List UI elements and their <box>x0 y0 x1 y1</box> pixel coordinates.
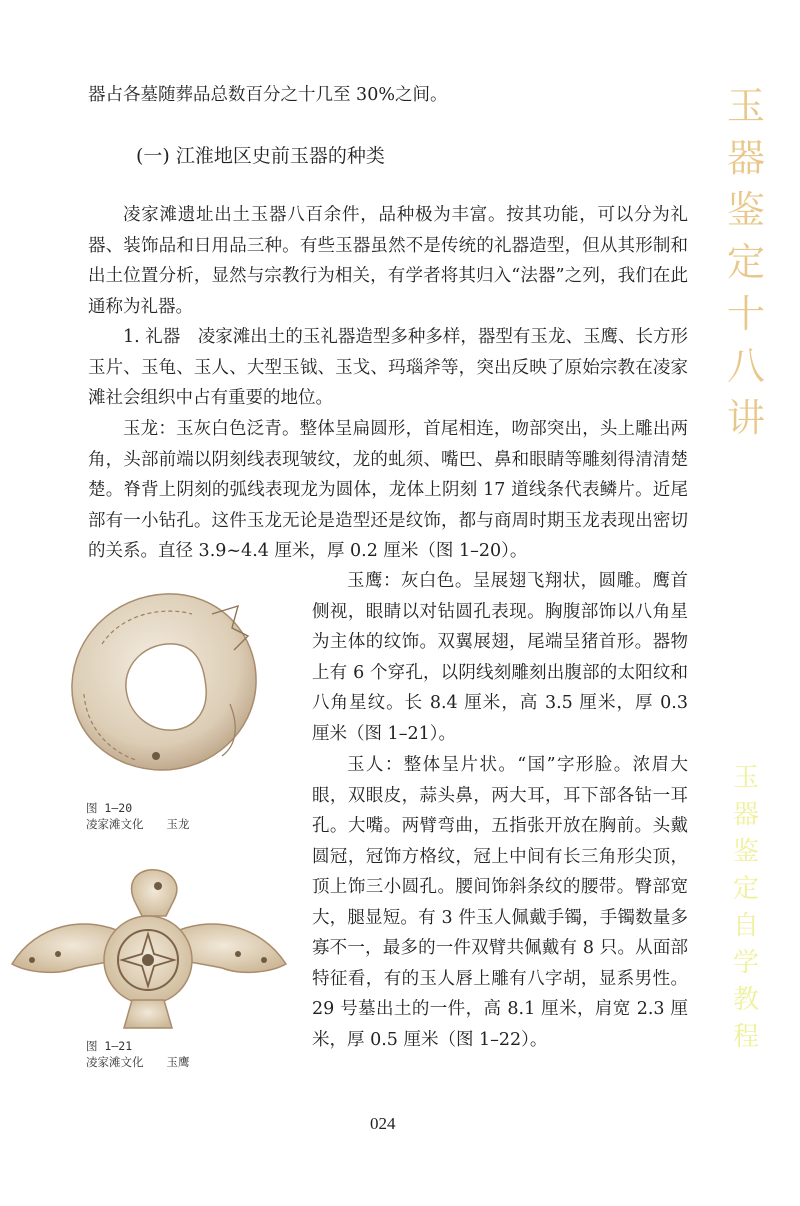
side-title-char: 八 <box>726 344 765 388</box>
paragraph-ritual-objects: 1. 礼器 凌家滩出土的玉礼器造型多种多样，器型有玉龙、玉鹰、长方形玉片、玉龟、玉人、大型玉钺、玉戈、玛瑙斧等，突出反映了原始宗教在凌家滩社会组织中占有重要的地位。 <box>88 327 688 408</box>
side-title-char: 十 <box>726 292 765 336</box>
figure-1-20-caption <box>86 800 190 832</box>
side-subtitle-char: 定 <box>732 874 759 904</box>
jade-eagle-image <box>6 864 290 1034</box>
jade-dragon-image <box>62 584 266 780</box>
side-subtitle-char: 玉 <box>732 763 759 793</box>
side-subtitle-char: 自 <box>732 911 759 941</box>
side-subtitle-char: 教 <box>732 985 759 1015</box>
section-heading: (一) 江淮地区史前玉器的种类 <box>136 145 385 167</box>
paragraph-jade-eagle: 玉鹰：灰白色。呈展翅飞翔状，圆雕。鹰首侧视，眼睛以对钻圆孔表现。胸腹部饰以八角星为主体的纹饰。双翼展翅，尾端呈猪首形。器物上有 6 个穿孔，以阴线刻雕刻出腹部的太阳纹和八角星纹。长 8.4 厘米，高 3.5 厘米，厚 0.3 厘米（图 1–21）。 <box>312 571 688 744</box>
intro-line: 器占各墓随葬品总数百分之十几至 30%之间。 <box>88 85 448 105</box>
side-title-char: 器 <box>726 136 765 180</box>
paragraph-jade-figure: 玉人：整体呈片状。“国”字形脸。浓眉大眼，双眼皮，蒜头鼻，两大耳，耳下部各钻一耳孔。大嘴。两臂弯曲，五指张开放在胸前。头戴圆冠，冠饰方格纹，冠上中间有长三角形尖顶，顶上饰三小圆孔。腰间饰斜条纹的腰带。臀部宽大，腿显短。有 3 件玉人佩戴手镯，手镯数量多寡不一，最多的一件双臂共佩戴有 8 只。从面部特征看，有的玉人唇上雕有八字胡，显系男性。29 号墓出土的一件，高 8.1 厘米，肩宽 2.3 厘米，厚 0.5 厘米（图 1–22）。 <box>312 755 688 1050</box>
figure-number: 图 1–21 <box>86 1039 133 1053</box>
side-subtitle-char: 器 <box>732 800 759 830</box>
paragraph-jade-dragon: 玉龙：玉灰白色泛青。整体呈扁圆形，首尾相连，吻部突出，头上雕出两角，头部前端以阴刻线表现皱纹，龙的虬须、嘴巴、鼻和眼睛等雕刻得清清楚楚。脊背上阴刻的弧线表现龙为圆体，龙体上阴刻 17 道线条代表鳞片。近尾部有一小钻孔。这件玉龙无论是造型还是纹饰，都与商周时期玉龙表现出密切的关系。直径 3.9~4.4 厘米，厚 0.2 厘米（图 1–20）。 <box>88 419 688 561</box>
side-title-char: 鉴 <box>726 188 765 232</box>
figure-1-21-caption <box>86 1038 190 1070</box>
side-subtitle-char: 学 <box>732 948 759 978</box>
side-subtitle-char: 程 <box>732 1022 759 1052</box>
figure-caption: 凌家滩文化 玉龙 <box>86 817 190 831</box>
side-subtitle-char: 鉴 <box>732 837 759 867</box>
side-subtitle <box>726 760 766 1056</box>
side-title-char: 定 <box>726 240 765 284</box>
side-title-char: 讲 <box>726 396 765 440</box>
paragraph-intro: 凌家滩遗址出土玉器八百余件，品种极为丰富。按其功能，可以分为礼器、装饰品和日用品三种。有些玉器虽然不是传统的礼器造型，但从其形制和出土位置分析，显然与宗教行为相关，有学者将其归入“法器”之列，我们在此通称为礼器。 <box>88 205 688 317</box>
figure-number: 图 1–20 <box>86 801 133 815</box>
page-number: 024 <box>370 1114 396 1133</box>
side-title <box>722 80 770 444</box>
figure-caption: 凌家滩文化 玉鹰 <box>86 1055 190 1069</box>
side-title-char: 玉 <box>726 84 765 128</box>
